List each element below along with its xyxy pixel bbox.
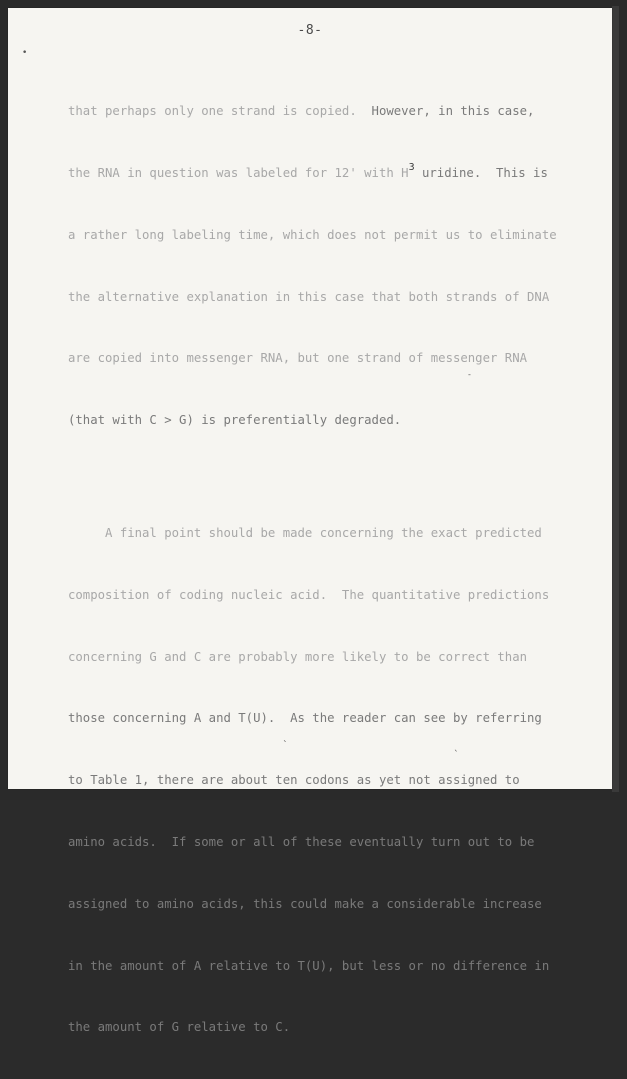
text-line: to Table 1, there are about ten codons as yet not assigned to <box>68 773 520 788</box>
text-line: in the amount of A relative to T(U), but less or no difference in <box>68 958 550 973</box>
superscript: 3 <box>408 161 415 173</box>
text-line: amino acids. If some or all of these eventually turn out to be <box>68 834 535 849</box>
paragraph-gap <box>68 472 568 482</box>
speck-mark: - <box>468 370 471 379</box>
page-number: -8- <box>297 23 323 38</box>
text-line: a rather long labeling time, which does not permit us to eliminate <box>68 227 557 242</box>
text-line: concerning G and C are probably more likely to be correct than <box>68 649 528 664</box>
document-page <box>8 8 612 1035</box>
text-line: the amount of G relative to C. <box>68 1020 291 1035</box>
text-fragment: the RNA in question was labeled for 12' with H <box>68 165 409 180</box>
text-line: composition of coding nucleic acid. The quantitative predictions <box>68 587 550 602</box>
text-line <box>68 101 568 122</box>
text-line: are copied into messenger RNA, but one strand of messenger RNA <box>68 351 528 366</box>
text-line: A final point should be made concerning the exact predicted <box>68 526 542 541</box>
text-line <box>68 163 568 184</box>
text-line: (that with C > G) is preferentially degraded. <box>68 413 402 428</box>
text-line: the alternative explanation in this case that both strands of DNA <box>68 289 550 304</box>
speck-mark: • <box>22 48 28 58</box>
body-text <box>68 60 568 1079</box>
paper-edge <box>612 6 619 792</box>
text-line: those concerning A and T(U). As the reader can see by referring <box>68 711 542 726</box>
text-line: assigned to amino acids, this could make a considerable increase <box>68 896 542 911</box>
speck-mark: ˎ <box>283 733 288 743</box>
text-fragment: that perhaps only one strand is copied. <box>68 104 357 119</box>
text-fragment: However, in this case, <box>356 104 535 119</box>
speck-mark: ˋ <box>454 750 459 760</box>
text-fragment: uridine. This is <box>414 165 548 180</box>
